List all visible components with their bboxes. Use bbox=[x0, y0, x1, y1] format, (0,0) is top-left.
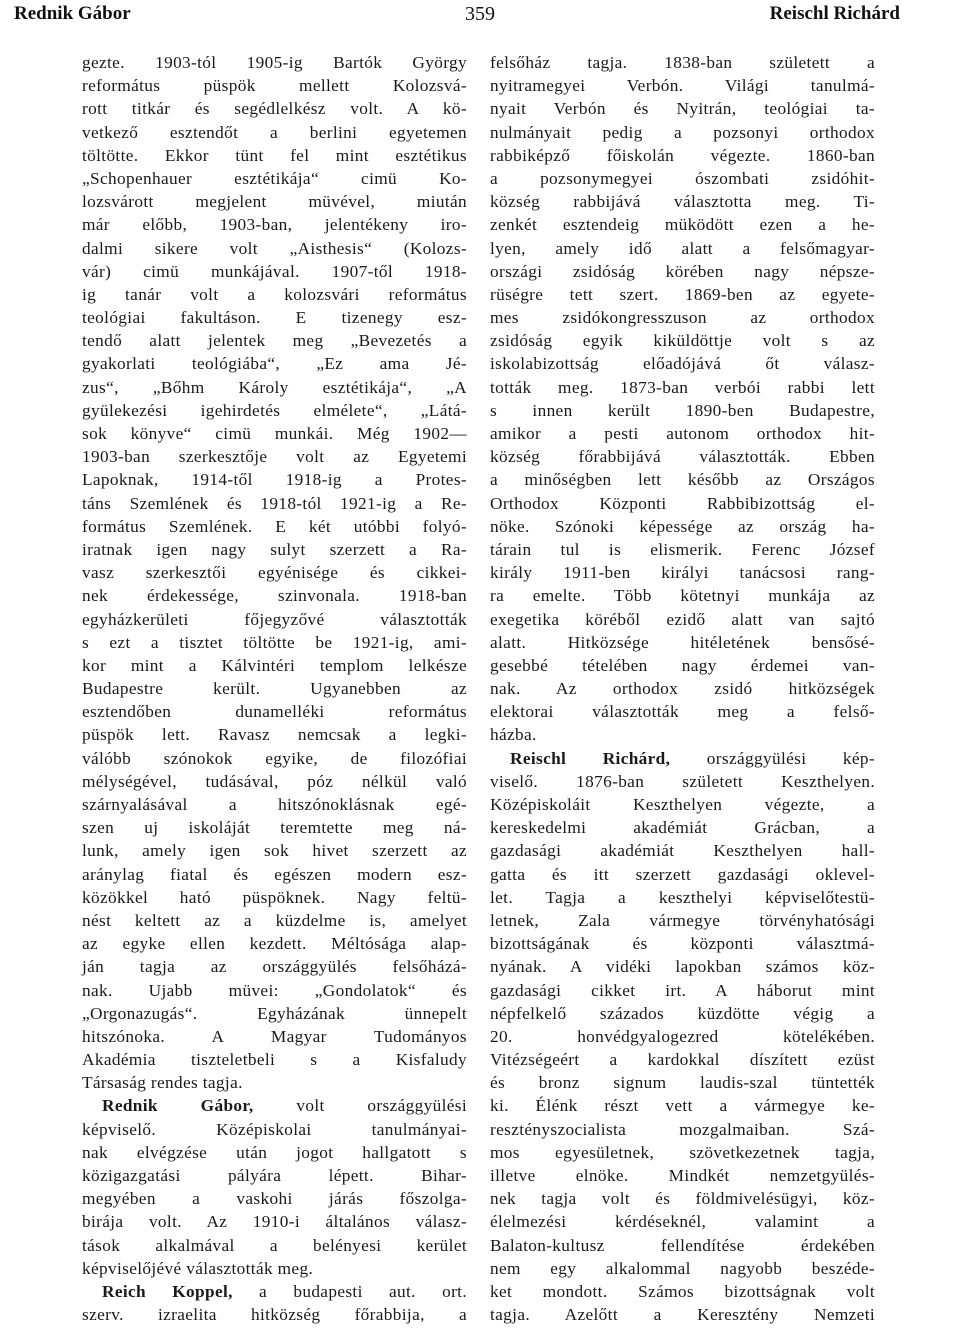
text-line: Budapestre került. Ugyanebben az bbox=[82, 679, 467, 699]
text-line: gazdasági akadémiát Keszthelyen hall- bbox=[490, 841, 875, 861]
text-line: Balaton-kultusz fellendítése érdekében bbox=[490, 1235, 875, 1255]
text-line: nek tagja volt és földmivelésügyi, köz- bbox=[490, 1189, 875, 1209]
text-line: Akadémia tiszteletbeli s a Kisfaludy bbox=[82, 1050, 467, 1070]
text-line: töltötte. Ekkor tünt fel mint esztétikus bbox=[82, 145, 467, 165]
text-line: község rabbijává választotta meg. Ti- bbox=[490, 192, 875, 212]
text-line: bizottságának és központi választmá- bbox=[490, 934, 875, 954]
text-line: Lapoknak, 1914-től 1918-ig a Protes- bbox=[82, 470, 467, 490]
text-line: iskolabizottság előadójává őt válasz- bbox=[490, 354, 875, 374]
text-line: nak. Ujabb müvei: „Gondolatok“ és bbox=[82, 980, 467, 1000]
text-line: vetkező esztendőt a berlini egyetemen bbox=[82, 122, 467, 142]
text-line: képviselőjévé választották meg. bbox=[82, 1258, 314, 1278]
text-line: gyakorlati teológiába“, „Ez ama Jé- bbox=[82, 354, 467, 374]
text-line: mélységével, tudásával, póz nélkül való bbox=[82, 771, 467, 791]
text-line: kereskedelmi akadémiát Grácban, a bbox=[490, 818, 875, 838]
text-line: alatt. Hitközsége hitéletének bensősé- bbox=[490, 632, 875, 652]
text-line: amikor a pesti autonom orthodox hit- bbox=[490, 424, 875, 443]
right-column bbox=[490, 51, 875, 1326]
text-line: „Schopenhauer esztétikája“ cimü Ko- bbox=[82, 168, 467, 188]
text-line: gyülekezési igehirdetés elmélete“, „Látá- bbox=[82, 400, 467, 420]
entry-name: Reischl Richárd, bbox=[510, 748, 671, 768]
text-line: tárain tul is elismerik. Ferenc József bbox=[490, 539, 875, 559]
text-line: zus“, „Bőhm Károly esztétikája“, „A bbox=[82, 377, 467, 397]
text-line: gatta és itt szerzett gazdasági oklevel- bbox=[490, 864, 875, 884]
text-line: Társaság rendes tagja. bbox=[82, 1073, 243, 1093]
text-line: iratnak igen nagy sulyt szerzett a Ra- bbox=[82, 539, 467, 559]
text-line: lozsvárott megjelent müvével, miután bbox=[82, 192, 467, 212]
text-line: nulmányait pedig a pozsonyi orthodox bbox=[490, 122, 875, 142]
text-line: Orthodox Központi Rabbibizottság el- bbox=[490, 493, 875, 513]
text-line: viselő. 1876-ban született Keszthelyen. bbox=[490, 771, 875, 791]
text-line: vasz szerkesztői egyénisége és cikkei- bbox=[82, 563, 467, 583]
text-line: válóbb szónokok egyike, de filozófiai bbox=[82, 748, 467, 768]
entry-heading-line bbox=[82, 1094, 467, 1117]
text-line: felsőház tagja. 1838-ban született a bbox=[490, 53, 875, 72]
text-line: 20. honvédgyalogezred kötelékében. bbox=[490, 1026, 875, 1046]
text-line: táns Szemlének és 1918-tól 1921-ig a Re- bbox=[82, 493, 467, 513]
text-line: házba. bbox=[490, 725, 537, 745]
text-line: nek érdekessége, szinvonala. 1918-ban bbox=[82, 586, 467, 606]
text-line: ket mondott. Számos bizottságnak volt bbox=[490, 1281, 875, 1301]
entry-text: országgyülési kép- bbox=[670, 748, 875, 768]
text-line: teológiai fakultáson. E tizenegy esz- bbox=[82, 308, 467, 328]
text-line: gesebbé tételében nagy érdemei van- bbox=[490, 655, 875, 675]
text-line: ig tanár volt a kolozsvári református bbox=[82, 284, 467, 304]
text-line: tagja. Azelőtt a Keresztény Nemzeti bbox=[490, 1305, 875, 1325]
text-line: képviselő. Középiskolai tanulmányai- bbox=[82, 1119, 467, 1139]
text-line: püspök lett. Ravasz nemcsak a legki- bbox=[82, 725, 467, 745]
text-line: hitszónoka. A Magyar Tudományos bbox=[82, 1026, 467, 1046]
text-line: nyitramegyei Verbón. Világi tanulmá- bbox=[490, 76, 875, 96]
text-line: mes zsidókongresszuson az orthodox bbox=[490, 308, 875, 328]
text-line: Vitézségeért a kardokkal díszített ezüst bbox=[490, 1050, 875, 1070]
text-line: 1903-ban szerkesztője volt az Egyetemi bbox=[82, 447, 467, 467]
running-head-right: Reischl Richárd bbox=[769, 3, 900, 24]
text-line: nöke. Szónoki képessége az ország ha- bbox=[490, 516, 875, 536]
text-line: ki. Élénk részt vett a vármegye ke- bbox=[490, 1096, 875, 1116]
text-line: nem egy alkalommal nagyobb beszéde- bbox=[490, 1258, 875, 1278]
text-line: szerv. izraelita hitközség főrabbija, a bbox=[82, 1305, 467, 1325]
text-line: lunk, amely igen sok hivet szerzett az bbox=[82, 841, 467, 861]
text-line: az egyke ellen kezdett. Méltósága alap- bbox=[82, 934, 467, 954]
text-line: Középiskoláit Keszthelyen végezte, a bbox=[490, 795, 875, 814]
text-line: let. Tagja a keszthelyi képviselőtestü- bbox=[490, 887, 875, 907]
text-line: „Orgonazugás“. Egyházának ünnepelt bbox=[82, 1003, 467, 1023]
text-line: országi zsidóság körében nagy népsze- bbox=[490, 261, 875, 281]
text-line: gezte. 1903-tól 1905-ig Bartók György bbox=[82, 53, 467, 72]
text-line: zsidóság egyik kiküldöttje volt s az bbox=[490, 331, 875, 351]
text-line: esztendőben dunamelléki református bbox=[82, 702, 467, 722]
entry-name: Reich Koppel, bbox=[102, 1281, 233, 1301]
text-line: nak. Az orthodox zsidó hitközségek bbox=[490, 679, 875, 699]
text-line: resztényszocialista mozgalmaiban. Szá- bbox=[490, 1119, 875, 1139]
text-line: és bronz signum laudis-szal tüntették bbox=[490, 1073, 875, 1093]
entry-text: a budapesti aut. ort. bbox=[232, 1281, 467, 1301]
text-line: vár) cimü munkájával. 1907-től 1918- bbox=[82, 261, 467, 281]
text-line: exegetika köréből ezidő alatt van sajtó bbox=[490, 609, 875, 629]
text-line: rüségre tett szert. 1869-ben az egyete- bbox=[490, 284, 875, 304]
text-line: ra emelte. Több kötetnyi munkája az bbox=[490, 586, 875, 606]
page-header bbox=[0, 0, 960, 40]
page-number: 359 bbox=[465, 3, 495, 25]
text-line: rott titkár és segédlelkész volt. A kö- bbox=[82, 99, 467, 119]
text-line: tendő alatt jelentek meg „Bevezetés a bbox=[82, 331, 467, 351]
text-line: zenkét esztendeig müködött ezen a he- bbox=[490, 215, 875, 235]
text-line: aránylag fiatal és egészen modern esz- bbox=[82, 864, 467, 884]
text-line: már előbb, 1903-ban, jelentékeny iro- bbox=[82, 215, 467, 235]
text-line: megyében a vaskohi járás főszolga- bbox=[82, 1189, 467, 1209]
text-line: szen uj iskoláját teremtette meg ná- bbox=[82, 818, 467, 838]
text-line: nyait Verbón és Nyitrán, teológiai ta- bbox=[490, 99, 875, 119]
text-line: kor mint a Kálvintéri templom lelkésze bbox=[82, 655, 467, 675]
text-line: tották meg. 1873-ban verbói rabbi lett bbox=[490, 377, 875, 397]
text-line: református püspök mellett Kolozsvá- bbox=[82, 76, 467, 96]
left-column bbox=[82, 51, 467, 1326]
text-line: népfelkelő százados küzdötte végig a bbox=[490, 1003, 875, 1023]
text-line: élelmezési kérdéseknél, valamint a bbox=[490, 1212, 875, 1232]
text-line: ján tagja az országgyülés felsőházá- bbox=[82, 957, 467, 977]
text-line: nést keltett az a küzdelme is, amelyet bbox=[82, 910, 467, 930]
text-line: közökkel ható püspöknek. Nagy feltü- bbox=[82, 887, 467, 907]
text-line: birája volt. Az 1910-i általános válasz- bbox=[82, 1212, 467, 1232]
text-line: formátus Szemlének. E két utóbbi folyó- bbox=[82, 516, 467, 536]
running-head-left: Rednik Gábor bbox=[14, 3, 131, 24]
text-line: s innen került 1890-ben Budapestre, bbox=[490, 400, 875, 420]
text-line: a minőségben lett később az Országos bbox=[490, 470, 875, 490]
text-line: király 1911-ben királyi tanácsosi rang- bbox=[490, 563, 875, 583]
text-line: község főrabbijává választották. Ebben bbox=[490, 447, 875, 467]
text-line: letnek, Zala vármegye törvényhatósági bbox=[490, 910, 875, 930]
text-line: illetve elnöke. Mindkét nemzetgyülés- bbox=[490, 1166, 875, 1185]
text-line: dalmi sikere volt „Aisthesis“ (Kolozs- bbox=[82, 238, 467, 258]
text-line: a pozsonymegyei ószombati zsidóhit- bbox=[490, 168, 875, 188]
text-line: nyának. A vidéki lapokban számos köz- bbox=[490, 957, 875, 977]
text-line: tások alkalmával a belényesi kerület bbox=[82, 1235, 467, 1255]
text-line: mos egyesületnek, szövetkezetnek tagja, bbox=[490, 1142, 875, 1162]
text-line: nak elvégzése után jogot hallgatott s bbox=[82, 1142, 467, 1162]
text-line: rabbiképző főiskolán végezte. 1860-ban bbox=[490, 145, 875, 165]
text-line: lyen, amely idő alatt a felsőmagyar- bbox=[490, 238, 875, 258]
text-line: közigazgatási pályára lépett. Bihar- bbox=[82, 1166, 467, 1185]
text-line: egyházkerületi főjegyzővé választották bbox=[82, 609, 467, 629]
text-line: szárnyalásával a hitszónoklásnak egé- bbox=[82, 795, 467, 814]
entry-heading-line bbox=[490, 747, 875, 770]
entry-heading-line bbox=[82, 1280, 467, 1303]
text-line: elektorai választották meg a felső- bbox=[490, 702, 875, 722]
text-line: gazdasági cikket irt. A háborut mint bbox=[490, 980, 875, 1000]
entry-text: volt országgyülési bbox=[253, 1096, 467, 1116]
text-line: sok könyve“ cimü munkái. Még 1902— bbox=[82, 424, 467, 443]
entry-name: Rednik Gábor, bbox=[102, 1096, 254, 1116]
text-line: s ezt a tisztet töltötte be 1921-ig, ami- bbox=[82, 632, 467, 652]
